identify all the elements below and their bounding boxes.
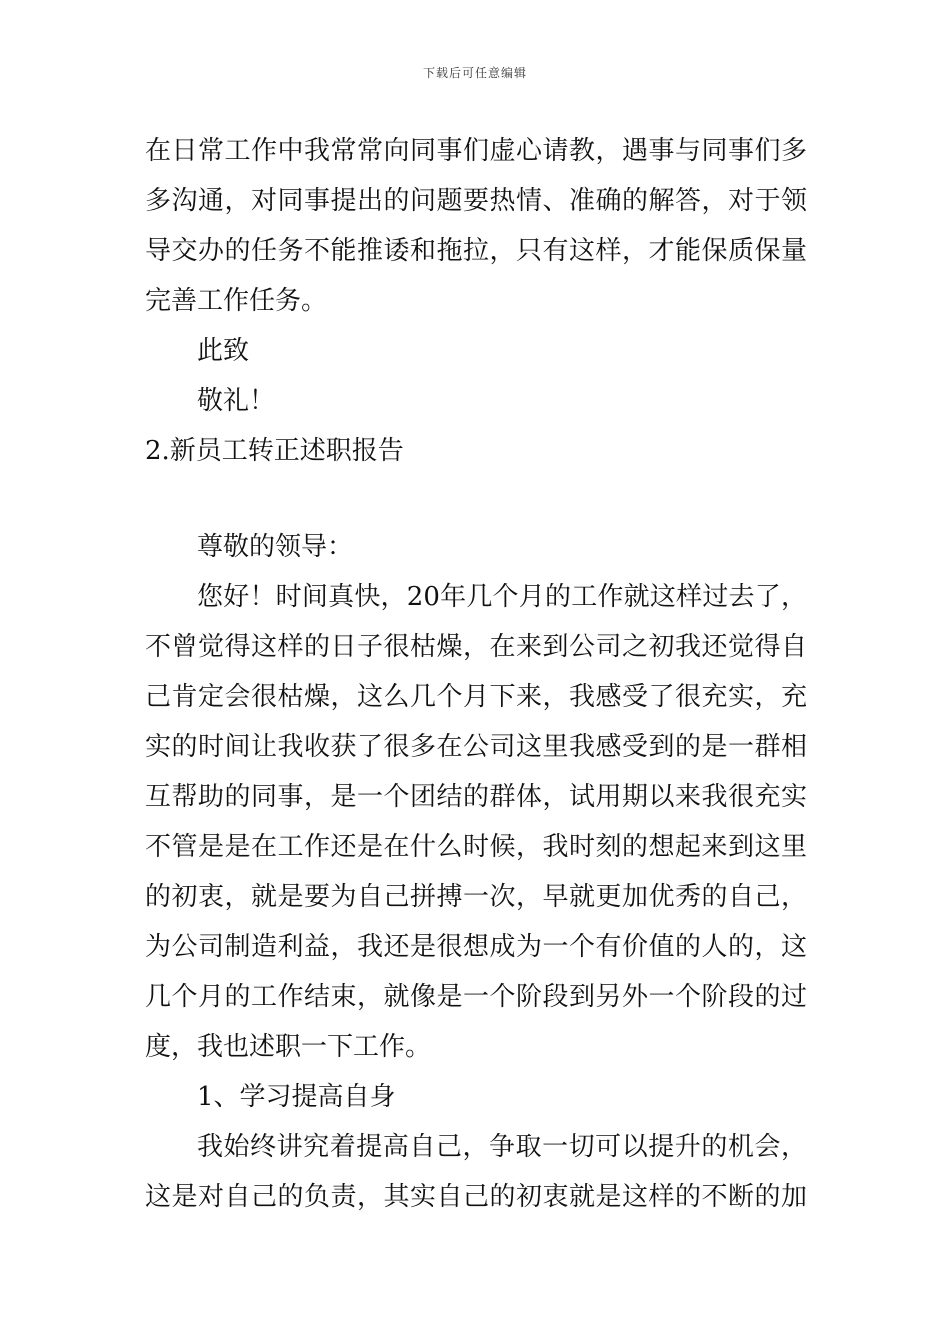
subheading: 1、学习提高自身 <box>197 1082 396 1112</box>
paragraph-line: 不曾觉得这样的日子很枯燥，在来到公司之初我还觉得自 <box>145 632 807 662</box>
paragraph-line: 己肯定会很枯燥，这么几个月下来，我感受了很充实，充 <box>145 682 807 712</box>
document-body <box>145 126 807 1222</box>
paragraph-line: 在日常工作中我常常向同事们虚心请教，遇事与同事们多 <box>145 136 807 166</box>
paragraph-line: 导交办的任务不能推诿和拖拉，只有这样，才能保质保量 <box>145 236 807 266</box>
section-title: 2.新员工转正述职报告 <box>145 436 404 466</box>
paragraph-line: 度，我也述职一下工作。 <box>145 1032 432 1062</box>
paragraph-line: 互帮助的同事，是一个团结的群体，试用期以来我很充实 <box>145 782 807 812</box>
paragraph-line: 实的时间让我收获了很多在公司这里我感受到的是一群相 <box>145 732 807 762</box>
salutation: 尊敬的领导： <box>197 532 354 562</box>
blank-space <box>145 476 807 522</box>
paragraph-line: 不管是是在工作还是在什么时候，我时刻的想起来到这里 <box>145 832 807 862</box>
paragraph-line: 我始终讲究着提高自己，争取一切可以提升的机会， <box>197 1132 807 1162</box>
closing-salute: 敬礼！ <box>197 386 276 416</box>
paragraph-line: 您好！时间真快，20年几个月的工作就这样过去了， <box>197 582 807 612</box>
paragraph-line: 这是对自己的负责，其实自己的初衷就是这样的不断的加 <box>145 1182 807 1212</box>
paragraph-line: 为公司制造利益，我还是很想成为一个有价值的人的，这 <box>145 932 807 962</box>
paragraph-line: 完善工作任务。 <box>145 286 328 316</box>
paragraph-line: 几个月的工作结束，就像是一个阶段到另外一个阶段的过 <box>145 982 807 1012</box>
paragraph-line: 的初衷，就是要为自己拼搏一次，早就更加优秀的自己， <box>145 882 807 912</box>
closing-greeting: 此致 <box>197 336 250 366</box>
paragraph-line: 多沟通，对同事提出的问题要热情、准确的解答，对于领 <box>145 186 807 216</box>
header-note: 下载后可任意编辑 <box>422 66 527 80</box>
